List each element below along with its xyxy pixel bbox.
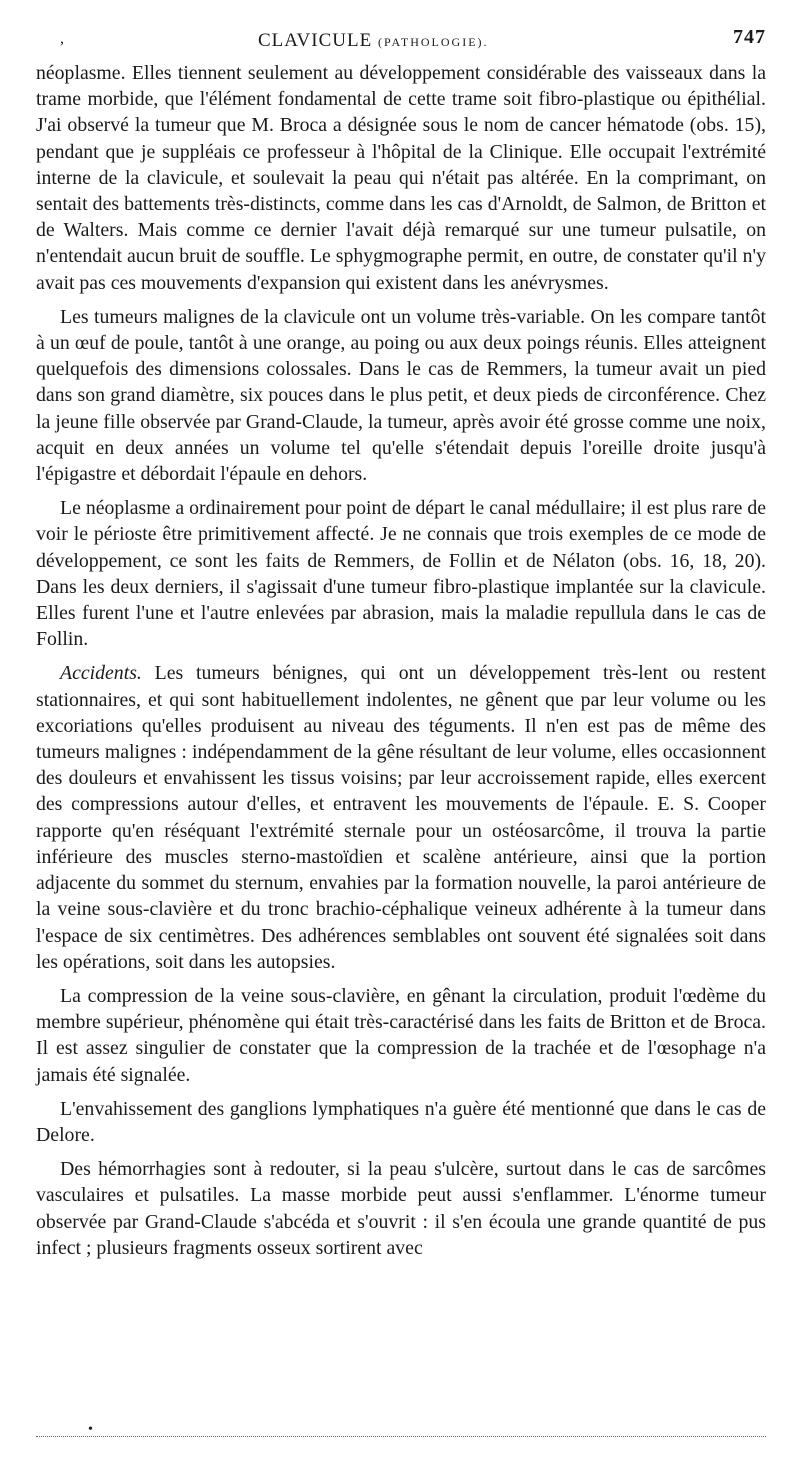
paragraph-5: La compression de la veine sous-clavière, en gênant la circulation, produit l'œdème du membre supérieur, phénomène qui était très-caractérisé dans les faits de Britton et de Broca. Il est assez singulier de constater que la compression de la trachée et de l'œsophage n'a jamais été signalée.: [36, 984, 766, 1086]
page-number: 747: [733, 26, 766, 48]
running-title: [258, 30, 489, 52]
paragraph-4: [36, 660, 766, 974]
paragraph-4-text: Les tumeurs bénignes, qui ont un développement très-lent ou restent stationnaires, et qui sont habituellement indolentes, ne gênent que par leur volume ou les excoriations qu'elles produisent au niveau des téguments. Il n'en est pas de même des tumeurs malignes : indépendamment de la gêne résultant de leur volume, elles occasionnent des douleurs et envahissent les tissus voisins; par leur accroissement rapide, elles exercent des compressions autour d'elles, et entravent les mouvements de l'épaule. E. S. Cooper rapporte qu'en réséquant l'extrémité sternale pour un ostéosarcôme, il trouva la partie inférieure des muscles sterno-mastoïdien et scalène antérieure, ainsi que la portion adjacente du sommet du sternum, envahies par la formation nouvelle, la paroi antérieure de la veine sous-clavière et du tronc brachio-céphalique veineux adhérente à la tumeur dans l'espace de six centimètres. Des adhérences semblables ont souvent été signalées soit dans les opérations, soit dans les autopsies.: [36, 662, 766, 973]
page: [36, 26, 766, 1466]
paragraph-6: L'envahissement des ganglions lymphatiques n'a guère été mentionné que dans le cas de Delore.: [36, 1097, 766, 1146]
running-title-subtitle: (PATHOLOGIE).: [377, 35, 489, 49]
header-mark: ,: [60, 30, 65, 47]
dotted-rule: [36, 1436, 766, 1437]
paragraph-7: Des hémorrhagies sont à redouter, si la peau s'ulcère, surtout dans le cas de sarcômes vasculaires et pulsatiles. La masse morbide peut aussi s'enflammer. L'énorme tumeur observée par Grand-Claude s'abcéda et s'ouvrit : il s'en écoula une grande quantité de pus infect ; plusieurs fragments osseux sortirent avec: [36, 1158, 766, 1259]
body-text: [36, 60, 766, 1261]
paragraph-2: Les tumeurs malignes de la clavicule ont un volume très-variable. On les compare tantôt à un œuf de poule, tantôt à une orange, au poing ou aux deux poings réunis. Elles atteignent quelquefois des dimensions colossales. Dans le cas de Remmers, la tumeur avait un pied dans son grand diamètre, six pouces dans le plus petit, et deux pieds de circonférence. Chez la jeune fille observée par Grand-Claude, la tumeur, après avoir été grosse comme une noix, acquit en deux années un volume tel qu'elle s'étendait depuis l'oreille droite jusqu'à l'épigastre et débordait l'épaule en dehors.: [36, 305, 766, 486]
running-title-main: CLAVICULE: [258, 30, 373, 51]
paragraph-1: néoplasme. Elles tiennent seulement au développement considérable des vaisseaux dans la trame morbide, que l'élément fondamental de cette trame soit fibro-plastique ou épithélial. J'ai observé la tumeur que M. Broca a désignée sous le nom de cancer hématode (obs. 15), pendant que je suppléais ce professeur à l'hôpital de la Clinique. Elle occupait l'extrémité interne de la clavicule, et soulevait la peau qui n'était pas altérée. En la comprimant, on sentait des battements très-distincts, comme dans les cas d'Arnoldt, de Salmon, de Britton et de Walters. Mais comme ce dernier l'avait déjà remarqué sur une tumeur pulsatile, on n'entendait aucun bruit de souffle. Le sphygmographe permit, en outre, de constater qu'il n'y avait pas ces mouvements d'expansion qui existent dans les anévrysmes.: [36, 62, 766, 294]
accidents-heading: Accidents.: [60, 662, 142, 685]
footer-bullet: •: [88, 1422, 93, 1437]
paragraph-3: Le néoplasme a ordinairement pour point de départ le canal médullaire; il est plus rare de voir le périoste être primitivement affecté. Je ne connais que trois exemples de ce mode de développement, ce sont les faits de Remmers, de Follin et de Nélaton (obs. 16, 18, 20). Dans les deux derniers, il s'agissait d'une tumeur fibro-plastique implantée sur la clavicule. Elles furent l'une et l'autre enlevées par abrasion, mais la maladie repullula dans le cas de Follin.: [36, 497, 766, 651]
footer-rule: [36, 1422, 766, 1442]
running-header: [36, 26, 766, 60]
